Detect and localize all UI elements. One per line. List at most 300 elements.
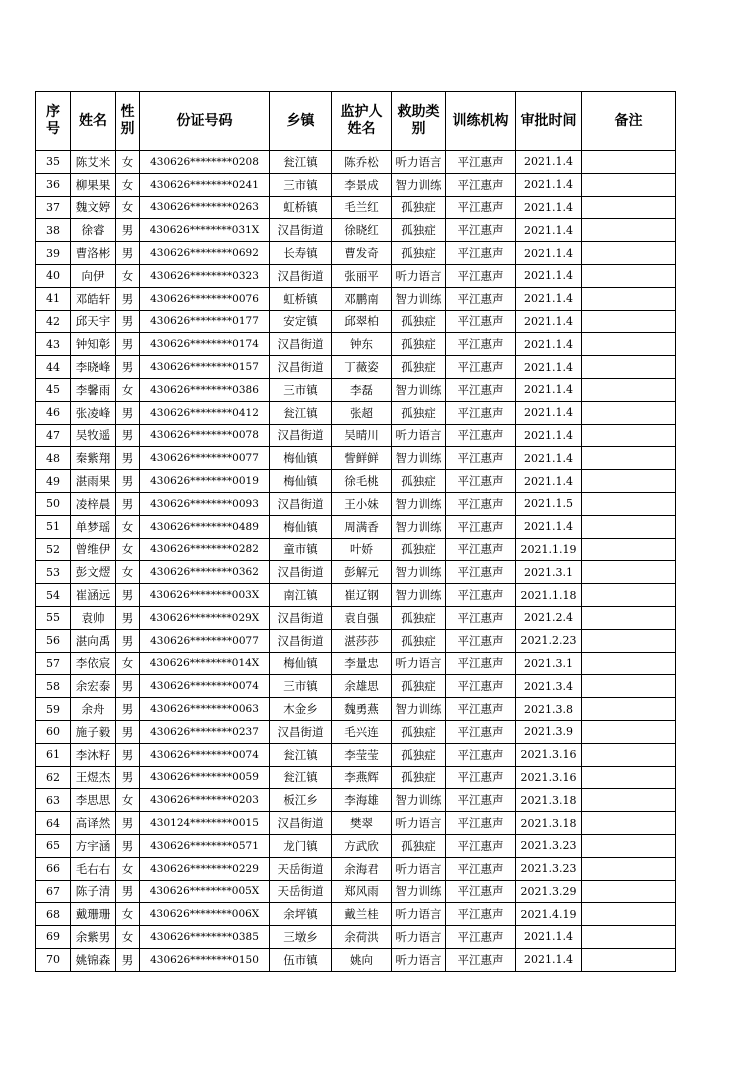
- aid-cell: 听力语言: [392, 264, 446, 287]
- aid-cell: 听力语言: [392, 857, 446, 880]
- table-row: [36, 333, 676, 356]
- town-cell: 汉昌街道: [270, 219, 332, 242]
- gender-cell: 男: [116, 743, 140, 766]
- table-row: [36, 789, 676, 812]
- gender-cell: 男: [116, 766, 140, 789]
- table-row: [36, 470, 676, 493]
- name-cell: 彭文熤: [71, 561, 116, 584]
- guardian-cell: 陈乔松: [332, 151, 392, 174]
- note-cell: [582, 948, 676, 971]
- aid-cell: 听力语言: [392, 812, 446, 835]
- guardian-cell: 丁薇姿: [332, 356, 392, 379]
- gender-cell: 女: [116, 903, 140, 926]
- town-cell: 瓮江镇: [270, 401, 332, 424]
- name-cell: 姚锦森: [71, 948, 116, 971]
- aid-cell: 智力训练: [392, 584, 446, 607]
- town-cell: 童市镇: [270, 538, 332, 561]
- date-cell: 2021.1.4: [516, 173, 582, 196]
- org-cell: 平江惠声: [446, 903, 516, 926]
- gender-cell: 男: [116, 333, 140, 356]
- aid-cell: 孤独症: [392, 310, 446, 333]
- note-cell: [582, 401, 676, 424]
- org-cell: 平江惠声: [446, 561, 516, 584]
- id-cell: 430626********0074: [140, 675, 270, 698]
- note-cell: [582, 652, 676, 675]
- note-cell: [582, 766, 676, 789]
- date-cell: 2021.1.4: [516, 310, 582, 333]
- org-cell: 平江惠声: [446, 264, 516, 287]
- guardian-cell: 曹发奇: [332, 242, 392, 265]
- note-cell: [582, 606, 676, 629]
- table-row: [36, 766, 676, 789]
- header-guardian: 监护人姓名: [332, 92, 392, 151]
- town-cell: 三市镇: [270, 675, 332, 698]
- seq-cell: 66: [36, 857, 71, 880]
- id-cell: 430626********0076: [140, 287, 270, 310]
- id-cell: 430626********0489: [140, 515, 270, 538]
- gender-cell: 男: [116, 287, 140, 310]
- gender-cell: 男: [116, 698, 140, 721]
- aid-cell: 听力语言: [392, 652, 446, 675]
- table-row: [36, 561, 676, 584]
- org-cell: 平江惠声: [446, 857, 516, 880]
- id-cell: 430626********006X: [140, 903, 270, 926]
- id-cell: 430626********029X: [140, 606, 270, 629]
- gender-cell: 男: [116, 812, 140, 835]
- seq-cell: 65: [36, 834, 71, 857]
- guardian-cell: 李燕辉: [332, 766, 392, 789]
- guardian-cell: 余雄思: [332, 675, 392, 698]
- name-cell: 邱天宇: [71, 310, 116, 333]
- table-row: [36, 264, 676, 287]
- header-gender: 性别: [116, 92, 140, 151]
- table-row: [36, 652, 676, 675]
- date-cell: 2021.2.23: [516, 629, 582, 652]
- note-cell: [582, 561, 676, 584]
- org-cell: 平江惠声: [446, 880, 516, 903]
- org-cell: 平江惠声: [446, 378, 516, 401]
- header-note: 备注: [582, 92, 676, 151]
- note-cell: [582, 310, 676, 333]
- aid-cell: 孤独症: [392, 196, 446, 219]
- date-cell: 2021.3.18: [516, 812, 582, 835]
- seq-cell: 50: [36, 492, 71, 515]
- name-cell: 李沐籽: [71, 743, 116, 766]
- aid-cell: 智力训练: [392, 561, 446, 584]
- id-cell: 430626********0208: [140, 151, 270, 174]
- gender-cell: 女: [116, 789, 140, 812]
- table-row: [36, 812, 676, 835]
- note-cell: [582, 834, 676, 857]
- org-cell: 平江惠声: [446, 789, 516, 812]
- name-cell: 钟知彰: [71, 333, 116, 356]
- id-cell: 430626********014X: [140, 652, 270, 675]
- town-cell: 梅仙镇: [270, 515, 332, 538]
- name-cell: 邓皓轩: [71, 287, 116, 310]
- table-row: [36, 675, 676, 698]
- date-cell: 2021.3.9: [516, 720, 582, 743]
- town-cell: 梅仙镇: [270, 652, 332, 675]
- date-cell: 2021.1.4: [516, 378, 582, 401]
- gender-cell: 男: [116, 219, 140, 242]
- table-row: [36, 743, 676, 766]
- date-cell: 2021.3.29: [516, 880, 582, 903]
- seq-cell: 37: [36, 196, 71, 219]
- header-seq: 序号: [36, 92, 71, 151]
- name-cell: 余紫男: [71, 926, 116, 949]
- org-cell: 平江惠声: [446, 492, 516, 515]
- town-cell: 虹桥镇: [270, 196, 332, 219]
- aid-cell: 孤独症: [392, 606, 446, 629]
- note-cell: [582, 857, 676, 880]
- date-cell: 2021.1.5: [516, 492, 582, 515]
- aid-cell: 孤独症: [392, 401, 446, 424]
- guardian-cell: 彭解元: [332, 561, 392, 584]
- guardian-cell: 叶娇: [332, 538, 392, 561]
- gender-cell: 男: [116, 880, 140, 903]
- gender-cell: 男: [116, 629, 140, 652]
- org-cell: 平江惠声: [446, 424, 516, 447]
- id-cell: 430626********0571: [140, 834, 270, 857]
- guardian-cell: 戴兰桂: [332, 903, 392, 926]
- table-row: [36, 948, 676, 971]
- guardian-cell: 邱翠柏: [332, 310, 392, 333]
- name-cell: 高译然: [71, 812, 116, 835]
- town-cell: 梅仙镇: [270, 470, 332, 493]
- id-cell: 430626********0412: [140, 401, 270, 424]
- table-row: [36, 401, 676, 424]
- aid-cell: 智力训练: [392, 287, 446, 310]
- aid-cell: 智力训练: [392, 789, 446, 812]
- table-row: [36, 310, 676, 333]
- id-cell: 430626********0074: [140, 743, 270, 766]
- roster-body: [36, 151, 676, 972]
- id-cell: 430626********0019: [140, 470, 270, 493]
- gender-cell: 女: [116, 196, 140, 219]
- date-cell: 2021.3.4: [516, 675, 582, 698]
- name-cell: 曾维伊: [71, 538, 116, 561]
- table-row: [36, 378, 676, 401]
- note-cell: [582, 515, 676, 538]
- town-cell: 梅仙镇: [270, 447, 332, 470]
- seq-cell: 58: [36, 675, 71, 698]
- name-cell: 王煜杰: [71, 766, 116, 789]
- gender-cell: 男: [116, 675, 140, 698]
- guardian-cell: 訾鲜鲜: [332, 447, 392, 470]
- date-cell: 2021.1.4: [516, 242, 582, 265]
- seq-cell: 44: [36, 356, 71, 379]
- note-cell: [582, 173, 676, 196]
- gender-cell: 女: [116, 151, 140, 174]
- town-cell: 余坪镇: [270, 903, 332, 926]
- gender-cell: 男: [116, 720, 140, 743]
- guardian-cell: 吴晴川: [332, 424, 392, 447]
- id-cell: 430626********0150: [140, 948, 270, 971]
- date-cell: 2021.1.4: [516, 356, 582, 379]
- table-row: [36, 356, 676, 379]
- org-cell: 平江惠声: [446, 447, 516, 470]
- town-cell: 汉昌街道: [270, 720, 332, 743]
- note-cell: [582, 356, 676, 379]
- table-row: [36, 834, 676, 857]
- seq-cell: 51: [36, 515, 71, 538]
- guardian-cell: 湛莎莎: [332, 629, 392, 652]
- name-cell: 向伊: [71, 264, 116, 287]
- name-cell: 戴珊珊: [71, 903, 116, 926]
- name-cell: 陈艾米: [71, 151, 116, 174]
- town-cell: 汉昌街道: [270, 561, 332, 584]
- aid-cell: 智力训练: [392, 173, 446, 196]
- date-cell: 2021.1.4: [516, 219, 582, 242]
- guardian-cell: 樊翠: [332, 812, 392, 835]
- aid-cell: 智力训练: [392, 880, 446, 903]
- note-cell: [582, 584, 676, 607]
- gender-cell: 女: [116, 173, 140, 196]
- date-cell: 2021.3.23: [516, 834, 582, 857]
- date-cell: 2021.3.8: [516, 698, 582, 721]
- org-cell: 平江惠声: [446, 470, 516, 493]
- note-cell: [582, 264, 676, 287]
- table-row: [36, 584, 676, 607]
- org-cell: 平江惠声: [446, 287, 516, 310]
- note-cell: [582, 812, 676, 835]
- seq-cell: 52: [36, 538, 71, 561]
- id-cell: 430626********0692: [140, 242, 270, 265]
- town-cell: 汉昌街道: [270, 424, 332, 447]
- date-cell: 2021.1.4: [516, 196, 582, 219]
- seq-cell: 55: [36, 606, 71, 629]
- note-cell: [582, 424, 676, 447]
- gender-cell: 男: [116, 584, 140, 607]
- guardian-cell: 李海雄: [332, 789, 392, 812]
- name-cell: 余宏泰: [71, 675, 116, 698]
- note-cell: [582, 151, 676, 174]
- date-cell: 2021.1.4: [516, 926, 582, 949]
- table-row: [36, 173, 676, 196]
- seq-cell: 69: [36, 926, 71, 949]
- id-cell: 430626********0077: [140, 447, 270, 470]
- org-cell: 平江惠声: [446, 333, 516, 356]
- town-cell: 汉昌街道: [270, 492, 332, 515]
- aid-cell: 听力语言: [392, 424, 446, 447]
- org-cell: 平江惠声: [446, 926, 516, 949]
- name-cell: 湛雨果: [71, 470, 116, 493]
- town-cell: 龙门镇: [270, 834, 332, 857]
- guardian-cell: 余海君: [332, 857, 392, 880]
- header-aid: 救助类别: [392, 92, 446, 151]
- seq-cell: 46: [36, 401, 71, 424]
- date-cell: 2021.4.19: [516, 903, 582, 926]
- table-row: [36, 538, 676, 561]
- aid-cell: 孤独症: [392, 219, 446, 242]
- name-cell: 魏文婷: [71, 196, 116, 219]
- id-cell: 430626********0237: [140, 720, 270, 743]
- name-cell: 湛向禹: [71, 629, 116, 652]
- seq-cell: 64: [36, 812, 71, 835]
- seq-cell: 49: [36, 470, 71, 493]
- roster-table: [35, 91, 676, 972]
- seq-cell: 47: [36, 424, 71, 447]
- date-cell: 2021.1.4: [516, 401, 582, 424]
- guardian-cell: 张丽平: [332, 264, 392, 287]
- gender-cell: 男: [116, 470, 140, 493]
- org-cell: 平江惠声: [446, 698, 516, 721]
- org-cell: 平江惠声: [446, 401, 516, 424]
- seq-cell: 40: [36, 264, 71, 287]
- id-cell: 430626********0077: [140, 629, 270, 652]
- name-cell: 李思思: [71, 789, 116, 812]
- id-cell: 430626********0386: [140, 378, 270, 401]
- date-cell: 2021.1.4: [516, 948, 582, 971]
- table-row: [36, 880, 676, 903]
- name-cell: 毛右右: [71, 857, 116, 880]
- seq-cell: 63: [36, 789, 71, 812]
- guardian-cell: 李磊: [332, 378, 392, 401]
- guardian-cell: 周满香: [332, 515, 392, 538]
- seq-cell: 45: [36, 378, 71, 401]
- name-cell: 秦紫翔: [71, 447, 116, 470]
- gender-cell: 男: [116, 401, 140, 424]
- guardian-cell: 毛兰红: [332, 196, 392, 219]
- guardian-cell: 徐毛桃: [332, 470, 392, 493]
- date-cell: 2021.3.18: [516, 789, 582, 812]
- gender-cell: 女: [116, 378, 140, 401]
- note-cell: [582, 378, 676, 401]
- id-cell: 430626********0093: [140, 492, 270, 515]
- town-cell: 汉昌街道: [270, 333, 332, 356]
- id-cell: 430626********0157: [140, 356, 270, 379]
- org-cell: 平江惠声: [446, 766, 516, 789]
- town-cell: 南江镇: [270, 584, 332, 607]
- seq-cell: 60: [36, 720, 71, 743]
- date-cell: 2021.1.4: [516, 424, 582, 447]
- aid-cell: 听力语言: [392, 151, 446, 174]
- id-cell: 430626********0282: [140, 538, 270, 561]
- id-cell: 430626********0323: [140, 264, 270, 287]
- seq-cell: 36: [36, 173, 71, 196]
- note-cell: [582, 629, 676, 652]
- gender-cell: 男: [116, 606, 140, 629]
- id-cell: 430626********0059: [140, 766, 270, 789]
- aid-cell: 孤独症: [392, 629, 446, 652]
- gender-cell: 女: [116, 515, 140, 538]
- org-cell: 平江惠声: [446, 151, 516, 174]
- aid-cell: 听力语言: [392, 926, 446, 949]
- aid-cell: 孤独症: [392, 333, 446, 356]
- date-cell: 2021.3.16: [516, 743, 582, 766]
- town-cell: 汉昌街道: [270, 629, 332, 652]
- gender-cell: 男: [116, 447, 140, 470]
- org-cell: 平江惠声: [446, 196, 516, 219]
- seq-cell: 59: [36, 698, 71, 721]
- name-cell: 曹洛彬: [71, 242, 116, 265]
- table-row: [36, 606, 676, 629]
- table-row: [36, 242, 676, 265]
- org-cell: 平江惠声: [446, 515, 516, 538]
- note-cell: [582, 196, 676, 219]
- org-cell: 平江惠声: [446, 629, 516, 652]
- table-row: [36, 287, 676, 310]
- name-cell: 凌梓晨: [71, 492, 116, 515]
- town-cell: 三市镇: [270, 173, 332, 196]
- seq-cell: 39: [36, 242, 71, 265]
- id-cell: 430626********0203: [140, 789, 270, 812]
- guardian-cell: 李莹莹: [332, 743, 392, 766]
- town-cell: 伍市镇: [270, 948, 332, 971]
- seq-cell: 57: [36, 652, 71, 675]
- org-cell: 平江惠声: [446, 812, 516, 835]
- note-cell: [582, 743, 676, 766]
- date-cell: 2021.1.4: [516, 447, 582, 470]
- aid-cell: 孤独症: [392, 675, 446, 698]
- town-cell: 虹桥镇: [270, 287, 332, 310]
- guardian-cell: 徐晓红: [332, 219, 392, 242]
- town-cell: 瓮江镇: [270, 151, 332, 174]
- guardian-cell: 钟东: [332, 333, 392, 356]
- gender-cell: 女: [116, 264, 140, 287]
- name-cell: 李晓峰: [71, 356, 116, 379]
- note-cell: [582, 470, 676, 493]
- seq-cell: 56: [36, 629, 71, 652]
- guardian-cell: 李量忠: [332, 652, 392, 675]
- gender-cell: 男: [116, 424, 140, 447]
- note-cell: [582, 219, 676, 242]
- gender-cell: 男: [116, 834, 140, 857]
- org-cell: 平江惠声: [446, 538, 516, 561]
- town-cell: 汉昌街道: [270, 606, 332, 629]
- town-cell: 汉昌街道: [270, 356, 332, 379]
- table-row: [36, 903, 676, 926]
- id-cell: 430626********003X: [140, 584, 270, 607]
- name-cell: 柳果果: [71, 173, 116, 196]
- id-cell: 430626********0362: [140, 561, 270, 584]
- guardian-cell: 姚向: [332, 948, 392, 971]
- note-cell: [582, 789, 676, 812]
- org-cell: 平江惠声: [446, 720, 516, 743]
- aid-cell: 听力语言: [392, 903, 446, 926]
- org-cell: 平江惠声: [446, 173, 516, 196]
- aid-cell: 智力训练: [392, 698, 446, 721]
- gender-cell: 女: [116, 652, 140, 675]
- note-cell: [582, 698, 676, 721]
- note-cell: [582, 242, 676, 265]
- date-cell: 2021.1.4: [516, 333, 582, 356]
- name-cell: 李馨雨: [71, 378, 116, 401]
- seq-cell: 43: [36, 333, 71, 356]
- town-cell: 安定镇: [270, 310, 332, 333]
- name-cell: 袁帅: [71, 606, 116, 629]
- guardian-cell: 余荷洪: [332, 926, 392, 949]
- org-cell: 平江惠声: [446, 219, 516, 242]
- id-cell: 430626********0241: [140, 173, 270, 196]
- name-cell: 徐睿: [71, 219, 116, 242]
- name-cell: 施子毅: [71, 720, 116, 743]
- org-cell: 平江惠声: [446, 675, 516, 698]
- town-cell: 瓮江镇: [270, 743, 332, 766]
- header-date: 审批时间: [516, 92, 582, 151]
- gender-cell: 男: [116, 310, 140, 333]
- seq-cell: 67: [36, 880, 71, 903]
- name-cell: 余舟: [71, 698, 116, 721]
- note-cell: [582, 287, 676, 310]
- seq-cell: 61: [36, 743, 71, 766]
- seq-cell: 41: [36, 287, 71, 310]
- seq-cell: 70: [36, 948, 71, 971]
- gender-cell: 男: [116, 356, 140, 379]
- roster-sheet: [35, 91, 676, 972]
- seq-cell: 53: [36, 561, 71, 584]
- aid-cell: 智力训练: [392, 378, 446, 401]
